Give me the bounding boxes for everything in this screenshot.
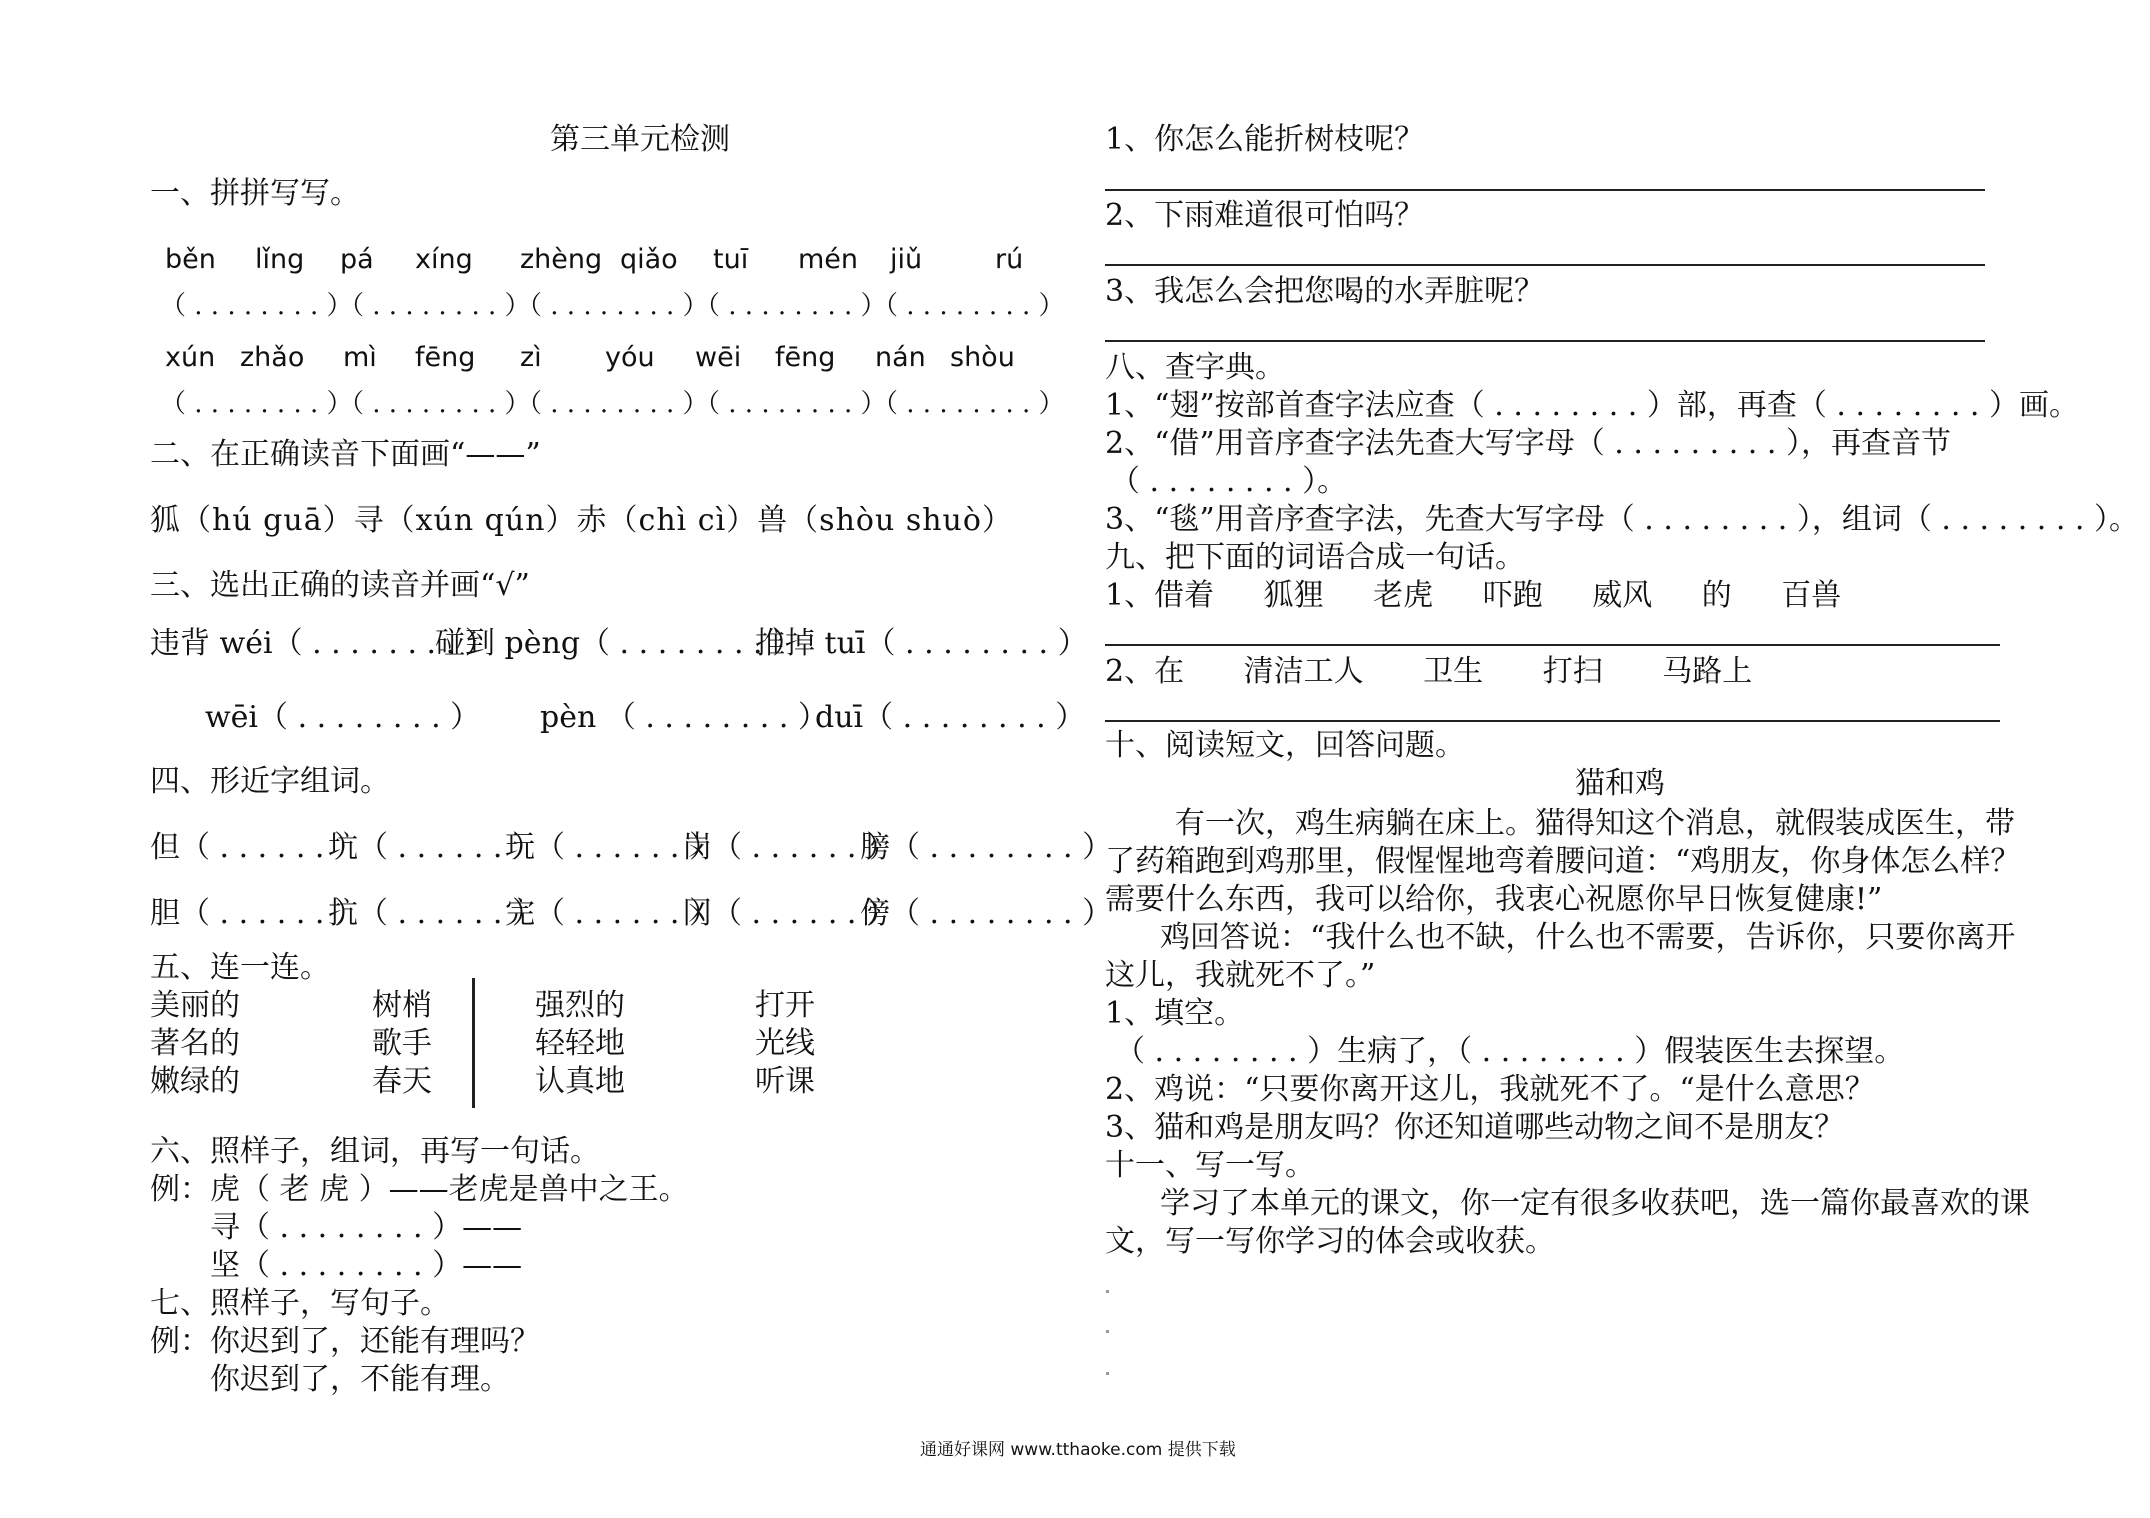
answer-blank[interactable]: （ . . . . . . . . ） (516, 291, 709, 321)
answer-blank[interactable]: （ . . . . . . . . ） (872, 291, 1065, 321)
pinyin: rú (995, 244, 1024, 275)
section-8-heading: 八、查字典。 (1105, 350, 1285, 385)
similar-char-item[interactable]: 傍（ . . . . . . . . ） (860, 896, 1113, 931)
reading-question: 1、填空。 (1105, 996, 1245, 1031)
pinyin: zì (520, 342, 542, 373)
reading-choice[interactable]: 违背 wéi（ . . . . . . . . ） (150, 626, 495, 661)
page-title: 第三单元检测 (550, 122, 730, 157)
pinyin: qiǎo (620, 244, 678, 275)
story-text: 鸡回答说：“我什么也不缺，什么也不需要，告诉你，只要你离开 (1160, 920, 2016, 955)
match-target[interactable]: 春天 (372, 1064, 432, 1099)
dictionary-question[interactable]: （ . . . . . . . . ）。 (1110, 464, 1348, 499)
answer-line[interactable] (1105, 264, 1985, 266)
word-order-question: 1、借着 狐狸 老虎 吓跑 威风 的 百兽 (1105, 578, 1842, 613)
similar-char-item[interactable]: 坑（ . . . . . . ） (328, 830, 542, 865)
pinyin: xún (165, 342, 216, 373)
section-6-heading: 六、照样子，组词，再写一句话。 (150, 1134, 600, 1169)
reading-question: 2、鸡说：“只要你离开这儿，我就死不了。“是什么意思？ (1105, 1072, 1875, 1107)
pinyin: mén (798, 244, 859, 275)
section-7-example: 例：你迟到了，还能有理吗？ (150, 1324, 540, 1359)
matching-divider (472, 978, 475, 1108)
story-text: 有一次，鸡生病躺在床上。猫得知这个消息，就假装成医生，带 (1175, 806, 2015, 841)
dictionary-question[interactable]: 2、“借”用音序查字法先查大写字母（ . . . . . . . . . ），再查音节 (1105, 426, 1951, 461)
pinyin: lǐng (255, 244, 305, 275)
section-2-heading: 二、在正确读音下面画“——” (150, 437, 541, 472)
dictionary-question[interactable]: 3、“毯”用音序查字法，先查大写字母（ . . . . . . . . ），组词（ . . . . . . . . ）。 (1105, 502, 2139, 537)
section-1-heading: 一、拼拼写写。 (150, 176, 360, 211)
pinyin: yóu (605, 342, 655, 373)
fill-in-blank[interactable]: （ . . . . . . . . ）生病了，（ . . . . . . . . ）假装医生去探望。 (1115, 1034, 1905, 1069)
section-5-heading: 五、连一连。 (150, 950, 330, 985)
reading-choice[interactable]: duī（ . . . . . . . . ） (815, 700, 1086, 735)
section-6-item[interactable]: 坚（ . . . . . . . . ）—— (210, 1248, 523, 1283)
reading-choice[interactable]: pèn （ . . . . . . . . ） (540, 700, 828, 735)
match-word[interactable]: 美丽的 (150, 988, 240, 1023)
answer-line[interactable] (1105, 644, 2000, 646)
similar-char-item[interactable]: 膀（ . . . . . . . . ） (860, 830, 1113, 865)
section-6-item[interactable]: 寻（ . . . . . . . . ）—— (210, 1210, 523, 1245)
similar-char-item[interactable]: 但（ . . . . . . ） (150, 830, 364, 865)
answer-line[interactable] (1105, 720, 2000, 722)
rewrite-question: 1、你怎么能折树枝呢？ (1105, 122, 1425, 157)
section-3-heading: 三、选出正确的读音并画“√” (150, 568, 530, 603)
similar-char-item[interactable]: 玩（ . . . . . . ） (505, 830, 719, 865)
pinyin: fēng (415, 342, 476, 373)
similar-char-item[interactable]: 胆（ . . . . . . ） (150, 896, 364, 931)
pronunciation-choice-line: 狐（hú guā）寻（xún qún）赤（chì cì）兽（shòu shuò） (150, 503, 1013, 538)
rewrite-question: 2、下雨难道很可怕吗？ (1105, 198, 1425, 233)
margin-mark (1106, 1290, 1109, 1293)
story-text: 这儿，我就死不了。” (1105, 958, 1376, 993)
answer-blank[interactable]: （ . . . . . . . . ） (338, 389, 531, 419)
pinyin: tuī (713, 244, 749, 275)
section-7-heading: 七、照样子，写句子。 (150, 1286, 450, 1321)
reading-choice[interactable]: wēi（ . . . . . . . . ） (205, 700, 481, 735)
reading-choice[interactable]: 碰到 pèng（ . . . . . . . . ） (435, 626, 803, 661)
pinyin: mì (343, 342, 377, 373)
pinyin: zhèng (520, 244, 603, 275)
reading-choice[interactable]: 推掉 tuī（ . . . . . . . . ） (755, 626, 1088, 661)
section-4-heading: 四、形近字组词。 (150, 764, 390, 799)
match-word[interactable]: 强烈的 (535, 988, 625, 1023)
story-text: 需要什么东西，我可以给你，我衷心祝愿你早日恢复健康!” (1105, 882, 1883, 917)
writing-prompt: 学习了本单元的课文，你一定有很多收获吧，选一篇你最喜欢的课 (1160, 1186, 2030, 1221)
pinyin: pá (340, 244, 374, 275)
match-target[interactable]: 听课 (755, 1064, 815, 1099)
match-target[interactable]: 打开 (755, 988, 815, 1023)
rewrite-question: 3、我怎么会把您喝的水弄脏呢？ (1105, 274, 1545, 309)
section-10-heading: 十、阅读短文，回答问题。 (1105, 728, 1465, 763)
margin-mark (1106, 1330, 1109, 1333)
match-word[interactable]: 轻轻地 (535, 1026, 625, 1061)
pinyin: nán (875, 342, 926, 373)
margin-mark (1106, 1372, 1109, 1375)
match-word[interactable]: 嫩绿的 (150, 1064, 240, 1099)
similar-char-item[interactable]: 岗（ . . . . . . ） (682, 830, 896, 865)
answer-blank[interactable]: （ . . . . . . . . ） (160, 389, 353, 419)
answer-blank[interactable]: （ . . . . . . . . ） (338, 291, 531, 321)
answer-blank[interactable]: （ . . . . . . . . ） (872, 389, 1065, 419)
section-7-example-answer: 你迟到了，不能有理。 (210, 1362, 510, 1397)
writing-prompt: 文，写一写你学习的体会或收获。 (1105, 1224, 1555, 1259)
reading-question: 3、猫和鸡是朋友吗？你还知道哪些动物之间不是朋友？ (1105, 1110, 1845, 1145)
story-text: 了药箱跑到鸡那里，假惺惺地弯着腰问道：“鸡朋友，你身体怎么样？ (1105, 844, 2021, 879)
match-target[interactable]: 歌手 (372, 1026, 432, 1061)
pinyin: wēi (695, 342, 742, 373)
match-word[interactable]: 认真地 (535, 1064, 625, 1099)
answer-blank[interactable]: （ . . . . . . . . ） (516, 389, 709, 419)
dictionary-question[interactable]: 1、“翅”按部首查字法应查（ . . . . . . . . ）部，再查（ . . . . . . . . ）画。 (1105, 388, 2079, 423)
answer-blank[interactable]: （ . . . . . . . . ） (160, 291, 353, 321)
pinyin: zhǎo (240, 342, 305, 373)
match-word[interactable]: 著名的 (150, 1026, 240, 1061)
pinyin: xíng (415, 244, 473, 275)
answer-line[interactable] (1105, 340, 1985, 342)
section-6-example: 例：虎（ 老 虎 ）——老虎是兽中之王。 (150, 1172, 689, 1207)
similar-char-item[interactable]: 抗（ . . . . . . ） (328, 896, 542, 931)
similar-char-item[interactable]: 完（ . . . . . . ） (505, 896, 719, 931)
answer-blank[interactable]: （ . . . . . . . . ） (694, 291, 887, 321)
pinyin: fēng (775, 342, 836, 373)
answer-line[interactable] (1105, 189, 1985, 191)
footer-credit: 通通好课网 www.tthaoke.com 提供下载 (920, 1440, 1236, 1460)
pinyin: shòu (950, 342, 1015, 373)
pinyin: běn (165, 244, 216, 275)
word-order-question: 2、在 清洁工人 卫生 打扫 马路上 (1105, 654, 1753, 689)
pinyin: jiǔ (890, 244, 923, 275)
section-11-heading: 十一、写一写。 (1105, 1148, 1315, 1183)
match-target[interactable]: 树梢 (372, 988, 432, 1023)
match-target[interactable]: 光线 (755, 1026, 815, 1061)
similar-char-item[interactable]: 冈（ . . . . . . ） (682, 896, 896, 931)
answer-blank[interactable]: （ . . . . . . . . ） (694, 389, 887, 419)
section-9-heading: 九、把下面的词语合成一句话。 (1105, 540, 1525, 575)
story-title: 猫和鸡 (1575, 766, 1665, 801)
